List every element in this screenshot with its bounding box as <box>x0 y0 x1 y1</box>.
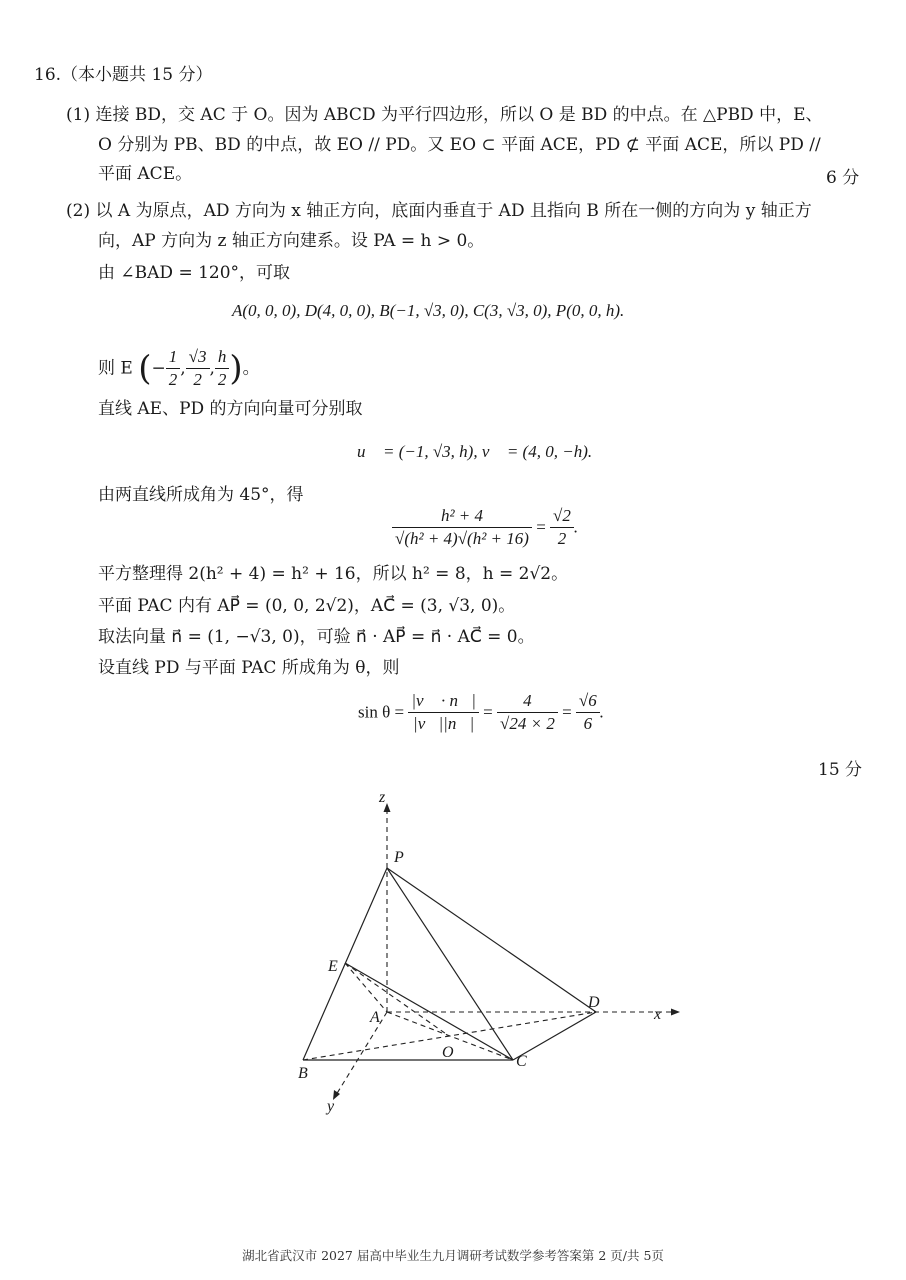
label-d: D <box>588 994 600 1011</box>
cos-fraction: $\frac{\text{h² + 4}}{\text{√(h² + 4)√(h² + 16)}}$ <box>392 505 532 550</box>
edge-pc <box>387 868 513 1060</box>
label-e: E <box>328 958 338 975</box>
sin-fraction-1: $\frac{|v⃗ \cdot n⃗|}{|v⃗||n⃗|}$ <box>408 690 479 735</box>
part2-line3: 由 ∠BAD = 120°，可取 <box>98 263 291 283</box>
theta-text: 设直线 PD 与平面 PAC 所成角为 θ，则 <box>98 658 400 678</box>
edge-eo <box>345 963 449 1036</box>
page-footer: 湖北省武汉市 2027 届高中毕业生九月调研考试数学参考答案第 2 页/共 5页 <box>242 1248 664 1263</box>
label-a: A <box>370 1009 380 1026</box>
direction-text: 直线 AE、PD 的方向向量可分别取 <box>98 399 363 419</box>
cos-equation: $\frac{\text{h² + 4}}{\text{√(h² + 4)√(h² + 16)}}$ = $\frac{√2}{2}$ . <box>392 505 578 550</box>
label-z: z <box>379 789 386 806</box>
e-frac-3: $\frac{h}{2}$ <box>215 346 230 391</box>
label-x: x <box>654 1006 662 1023</box>
part1-line3: 平面 ACE。 <box>98 164 193 184</box>
label-b: B <box>298 1065 308 1082</box>
label-o: O <box>442 1044 454 1061</box>
e-suffix: 。 <box>242 358 260 379</box>
e-point: 则 E (− $\frac{1}{2}$ , $\frac{√3}{2}$ , $\frac{h}{2}$ )。 <box>98 347 260 389</box>
edge-ea <box>345 963 387 1012</box>
normal-vector-line: 取法向量 n⃗ = (1, −√3, 0)，可验 n⃗ · AP⃗ = n⃗ · AC⃗ = 0。 <box>98 627 535 647</box>
part2-line2: 向，AP 方向为 z 轴正方向建系。设 PA = h > 0。 <box>98 231 485 251</box>
edge-pb <box>303 868 387 1060</box>
coords-line: A(0, 0, 0), D(4, 0, 0), B(−1, √3, 0), C(3, √3, 0), P(0, 0, h). <box>232 301 625 320</box>
label-y: y <box>327 1098 335 1115</box>
e-prefix: 则 E <box>98 358 133 379</box>
part2-score: 15 分 <box>818 760 863 780</box>
question-header: 16.（本小题共 15 分） <box>34 65 213 85</box>
part1-score: 6 分 <box>826 168 860 188</box>
x-arrow-icon <box>671 1009 680 1016</box>
part1-line1: (1) 连接 BD，交 AC 于 O。因为 ABCD 为平行四边形，所以 O 是 BD 的中点。在 △PBD 中，E、 <box>66 105 823 125</box>
sin-fraction-3: $\frac{√6}{6}$ <box>576 690 600 735</box>
angle-text: 由两直线所成角为 45°，得 <box>98 485 304 505</box>
part1-line2: O 分别为 PB、BD 的中点，故 EO // PD。又 EO ⊂ 平面 ACE，PD ⊄ 平面 ACE，所以 PD // <box>98 135 821 155</box>
sin-fraction-2: $\frac{4}{√24 \times 2}$ <box>497 690 558 735</box>
solve-line: 平方整理得 2(h² + 4) = h² + 16，所以 h² = 8，h = 2√2。 <box>98 564 569 584</box>
label-c: C <box>516 1053 527 1070</box>
vectors-line: u⃗ = (−1, √3, h), v⃗ = (4, 0, −h). <box>357 442 593 461</box>
label-p: P <box>394 849 404 866</box>
plane-vectors-line: 平面 PAC 内有 AP⃗ = (0, 0, 2√2)，AC⃗ = (3, √3, 0)。 <box>98 596 516 616</box>
part2-line1: (2) 以 A 为原点，AD 方向为 x 轴正方向，底面内垂直于 AD 且指向 B 所在一侧的方向为 y 轴正方 <box>66 201 812 221</box>
sin-equation: sin θ = $\frac{|v⃗ \cdot n⃗|}{|v⃗||n⃗|}$ = $\frac{4}{√24 \times 2}$ = $\frac{√6}{6}$ . <box>358 691 605 733</box>
edge-pd <box>387 868 596 1012</box>
e-frac-1: $\frac{1}{2}$ <box>166 346 181 391</box>
e-frac-2: $\frac{√3}{2}$ <box>186 346 210 391</box>
cos-result: $\frac{√2}{2}$ <box>550 505 574 550</box>
